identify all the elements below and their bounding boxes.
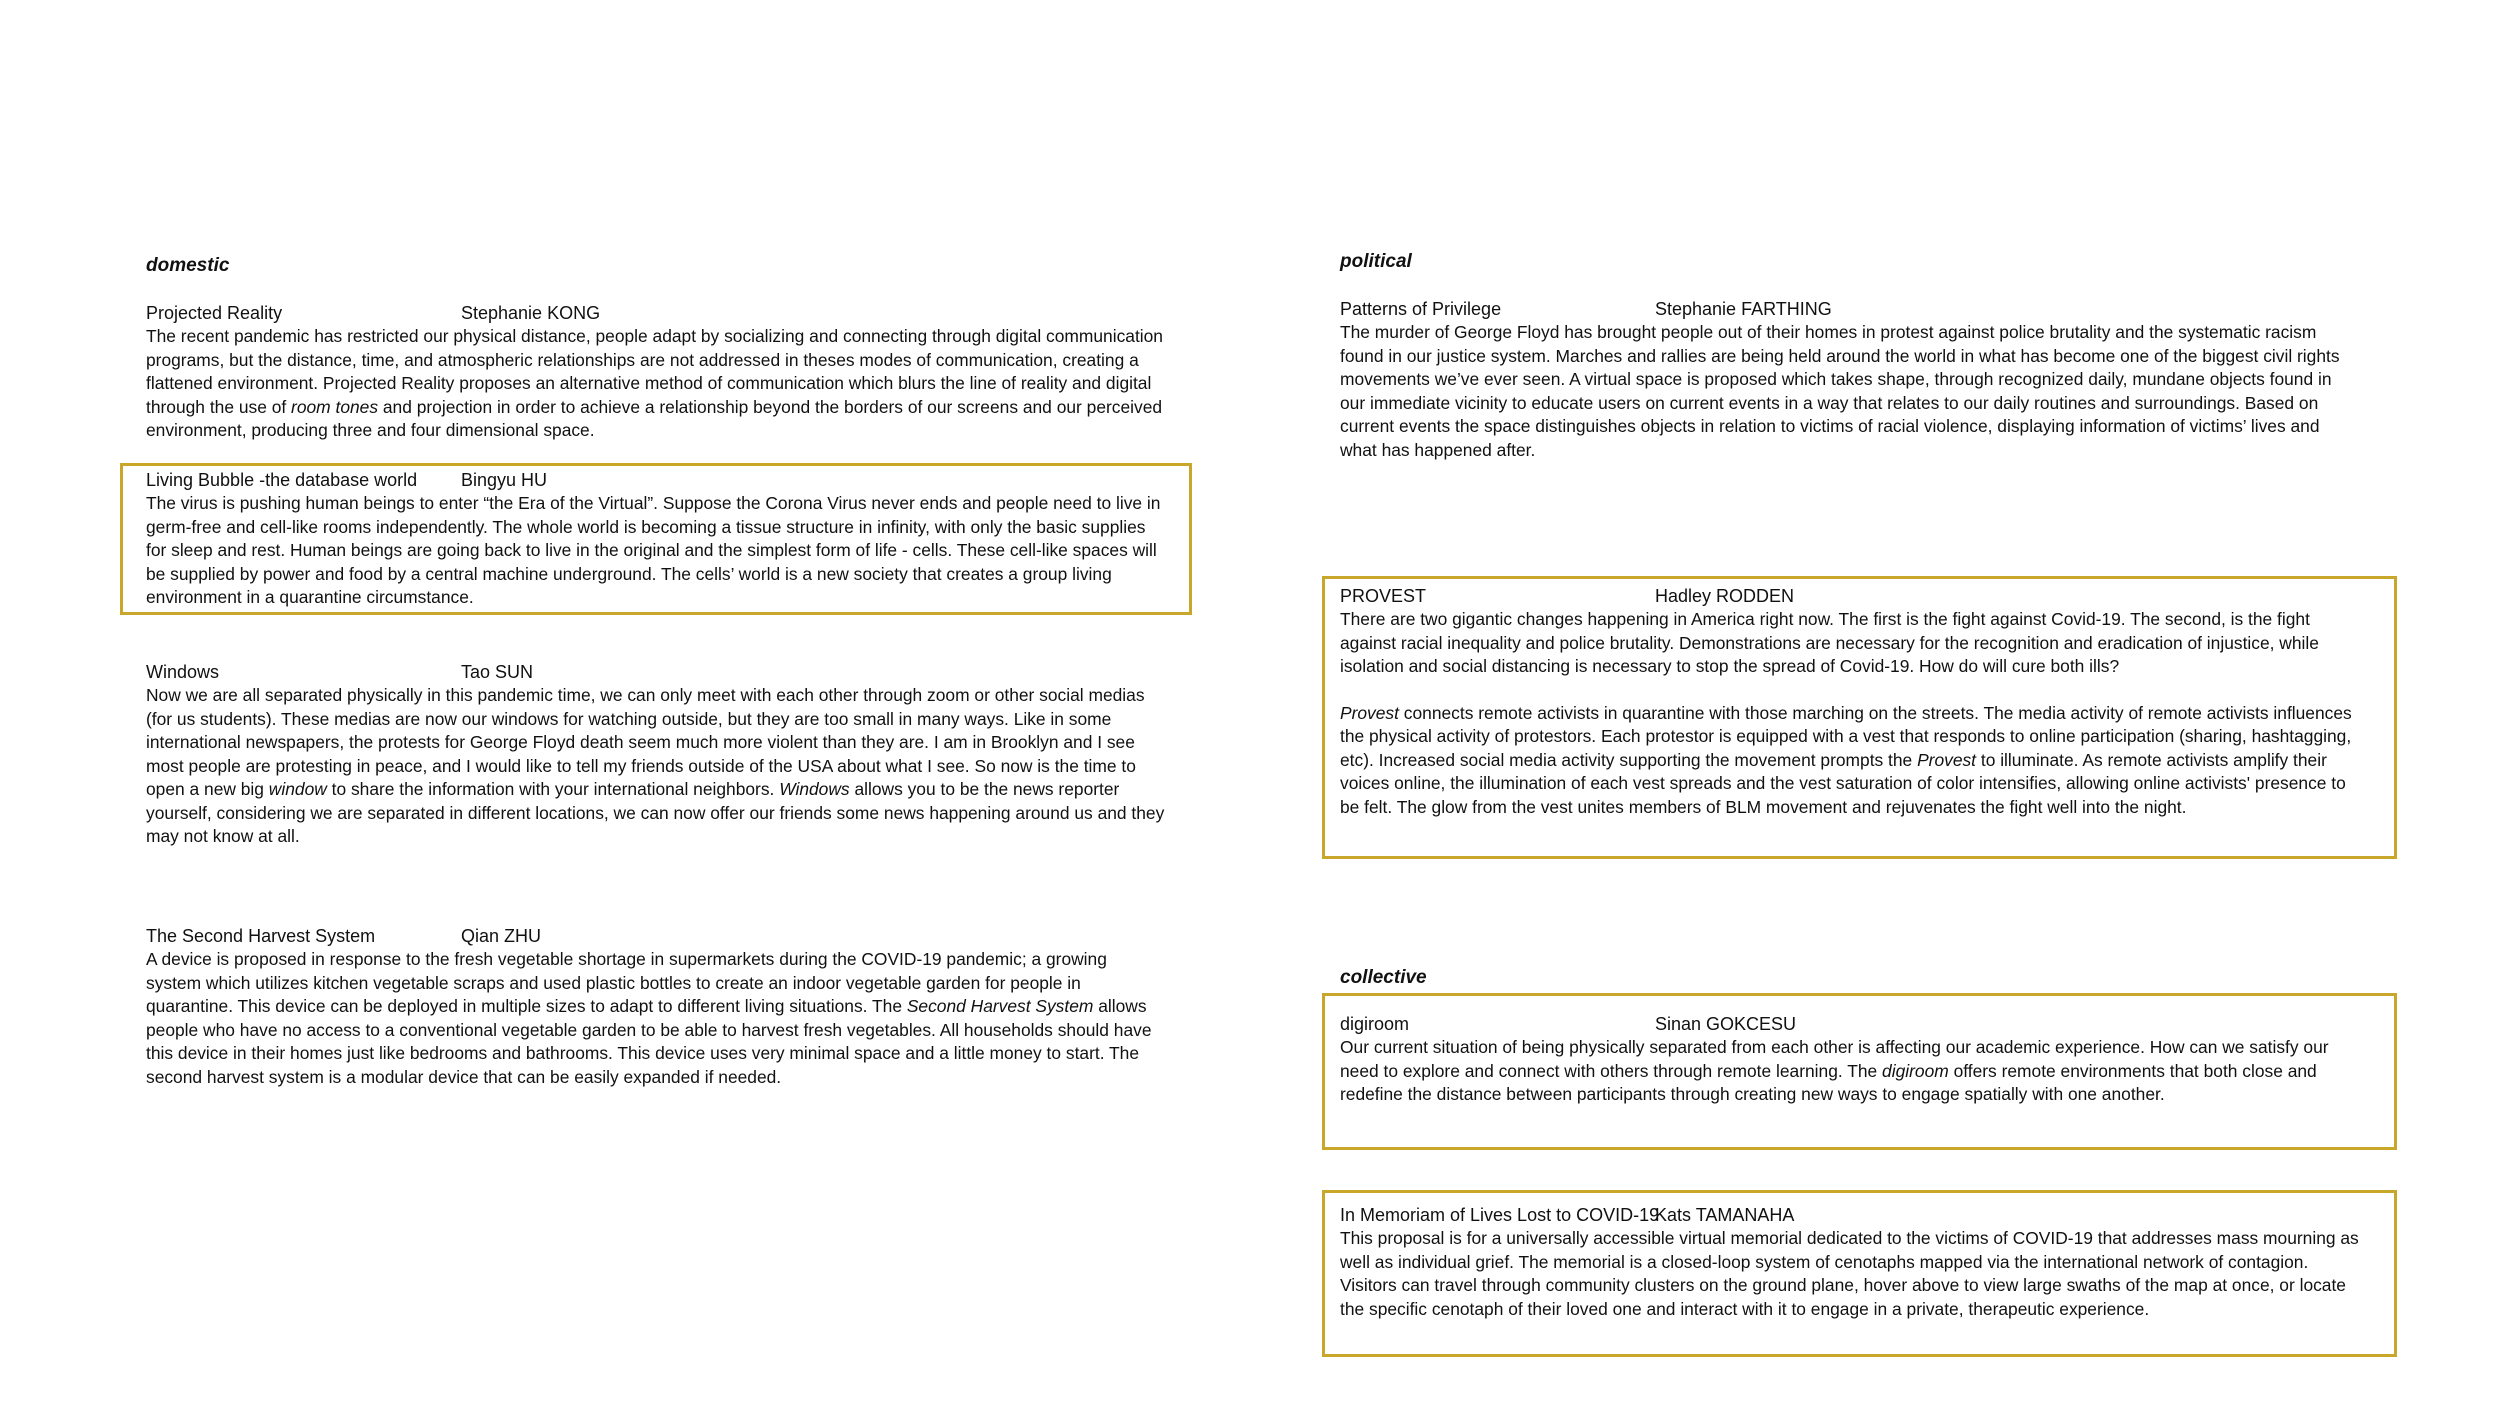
entry-body: A device is proposed in response to the fresh vegetable shortage in supermarkets during the COVID-19 pandemic; a growing system which utilizes kitchen vegetable scraps and used plastic bottles to create an indoor vegetable garden for people in quarantine. This device can be deployed in multiple sizes to adapt to different living situations. The Second Harvest System allows people who have no access to a conventional vegetable garden to be able to harvest fresh vegetables. All households should have this device in their homes just like bedrooms and bathrooms. This device uses very minimal space and a little money to start. The second harvest system is a modular device that can be easily expanded if needed. bbox=[146, 949, 1152, 1087]
entry-body: Now we are all separated physically in this pandemic time, we can only meet with each other through zoom or other social medias (for us students). These medias are now our windows for watching outside, but they are too small in many ways. Like in some international newspapers, the protests for George Floyd death seem much more violent than they are. I am in Brooklyn and I see most people are protesting in peace, and I would like to tell my friends outside of the USA about what I see. So now is the time to open a new big window to share the information with your international neighbors. Windows allows you to be the news reporter yourself, considering we are separated in different locations, we can now offer our friends some news happening around us and they may not know at all. bbox=[146, 685, 1165, 846]
entry-author: Stephanie FARTHING bbox=[1655, 299, 1832, 319]
entry-title: Patterns of Privilege bbox=[1340, 299, 1502, 319]
entry-body: The recent pandemic has restricted our physical distance, people adapt by socializing and connecting through digital communication programs, but the distance, time, and atmospheric relationships are not addressed in theses modes of communication, creating a flattened environment. Projected Reality proposes an alternative method of communication which blurs the line of reality and digital through the use of room tones and projection in order to achieve a relationship beyond the borders of our screens and our perceived environment, producing three and four dimensional space. bbox=[146, 326, 1163, 440]
section-title-collective: collective bbox=[1340, 967, 1427, 988]
section-title-domestic: domestic bbox=[146, 255, 230, 276]
entry-title: Projected Reality bbox=[146, 303, 283, 323]
entry-author: Kats TAMANAHA bbox=[1655, 1205, 1795, 1225]
section-title-political: political bbox=[1340, 251, 1412, 272]
entry-body-2: Provest connects remote activists in quarantine with those marching on the streets. The media activity of remote activists influences the physical activity of protestors. Each protestor is equipped with a vest that responds to online participation (sharing, hashtagging, etc). Increased social media activity supporting the movement prompts the Provest to illuminate. As remote activists amplify their voices online, the illumination of each vest spreads and the vest saturation of color intensifies, allowing online activists' presence to be felt. The glow from the vest unites members of BLM movement and rejuvenates the fight well into the night. bbox=[1340, 702, 2352, 817]
entry-title: Windows bbox=[146, 662, 220, 682]
entry-provest bbox=[1340, 585, 2360, 819]
entry-author: Sinan GOKCESU bbox=[1655, 1014, 1797, 1034]
entry-patterns-of-privilege bbox=[1340, 298, 2360, 462]
entry-in-memoriam bbox=[1340, 1204, 2360, 1321]
entry-title: digiroom bbox=[1340, 1014, 1410, 1034]
entry-body: There are two gigantic changes happening in America right now. The first is the fight against Covid-19. The second, is the fight against racial inequality and police brutality. Demonstrations are necessary for the recognition and eradication of injustice, while isolation and social distancing is necessary to stop the spread of Covid-19. How do will cure both ills? bbox=[1340, 609, 2319, 676]
entry-windows bbox=[146, 661, 1166, 849]
entry-title: The Second Harvest System bbox=[146, 926, 376, 946]
entry-author: Bingyu HU bbox=[461, 470, 548, 490]
entry-author: Qian ZHU bbox=[461, 926, 542, 946]
entry-projected-reality bbox=[146, 302, 1166, 443]
entry-author: Tao SUN bbox=[461, 662, 534, 682]
entry-body: This proposal is for a universally accessible virtual memorial dedicated to the victims of COVID-19 that addresses mass mourning as well as individual grief. The memorial is a closed-loop system of cenotaphs mapped via the international network of contagion. Visitors can travel through community clusters on the ground plane, hover above to view large swaths of the map at once, or locate the specific cenotaph of their loved one and interact with it to engage in a private, therapeutic experience. bbox=[1340, 1228, 2359, 1319]
entry-title: PROVEST bbox=[1340, 586, 1427, 606]
entry-title: Living Bubble -the database world bbox=[146, 470, 418, 490]
entry-living-bubble bbox=[146, 469, 1166, 610]
entry-author: Hadley RODDEN bbox=[1655, 586, 1795, 606]
entry-second-harvest bbox=[146, 925, 1166, 1089]
entry-digiroom bbox=[1340, 1013, 2360, 1107]
entry-author: Stephanie KONG bbox=[461, 303, 601, 323]
entry-body: Our current situation of being physically separated from each other is affecting our academic experience. How can we satisfy our need to explore and connect with others through remote learning. The digiroom offers remote environments that both close and redefine the distance between participants through creating new ways to engage spatially with one another. bbox=[1340, 1037, 2329, 1104]
entry-body: The virus is pushing human beings to enter “the Era of the Virtual”. Suppose the Corona Virus never ends and people need to live in germ-free and cell-like rooms independently. The whole world is becoming a tissue structure in infinity, with only the basic supplies for sleep and rest. Human beings are going back to live in the original and the simplest form of life - cells. These cell-like spaces will be supplied by power and food by a central machine underground. The cells’ world is a new society that creates a group living environment in a quarantine circumstance. bbox=[146, 493, 1161, 607]
entry-body: The murder of George Floyd has brought people out of their homes in protest against police brutality and the systematic racism found in our justice system. Marches and rallies are being held around the world in what has become one of the biggest civil rights movements we’ve ever seen. A virtual space is proposed which takes shape, through recognized daily, mundane objects found in our immediate vicinity to educate users on current events in a way that relates to our daily routines and surroundings. Based on current events the space distinguishes objects in relation to victims of racial violence, displaying information of victims’ lives and what has happened after. bbox=[1340, 322, 2340, 460]
entry-title: In Memoriam of Lives Lost to COVID-19 bbox=[1340, 1205, 1660, 1225]
